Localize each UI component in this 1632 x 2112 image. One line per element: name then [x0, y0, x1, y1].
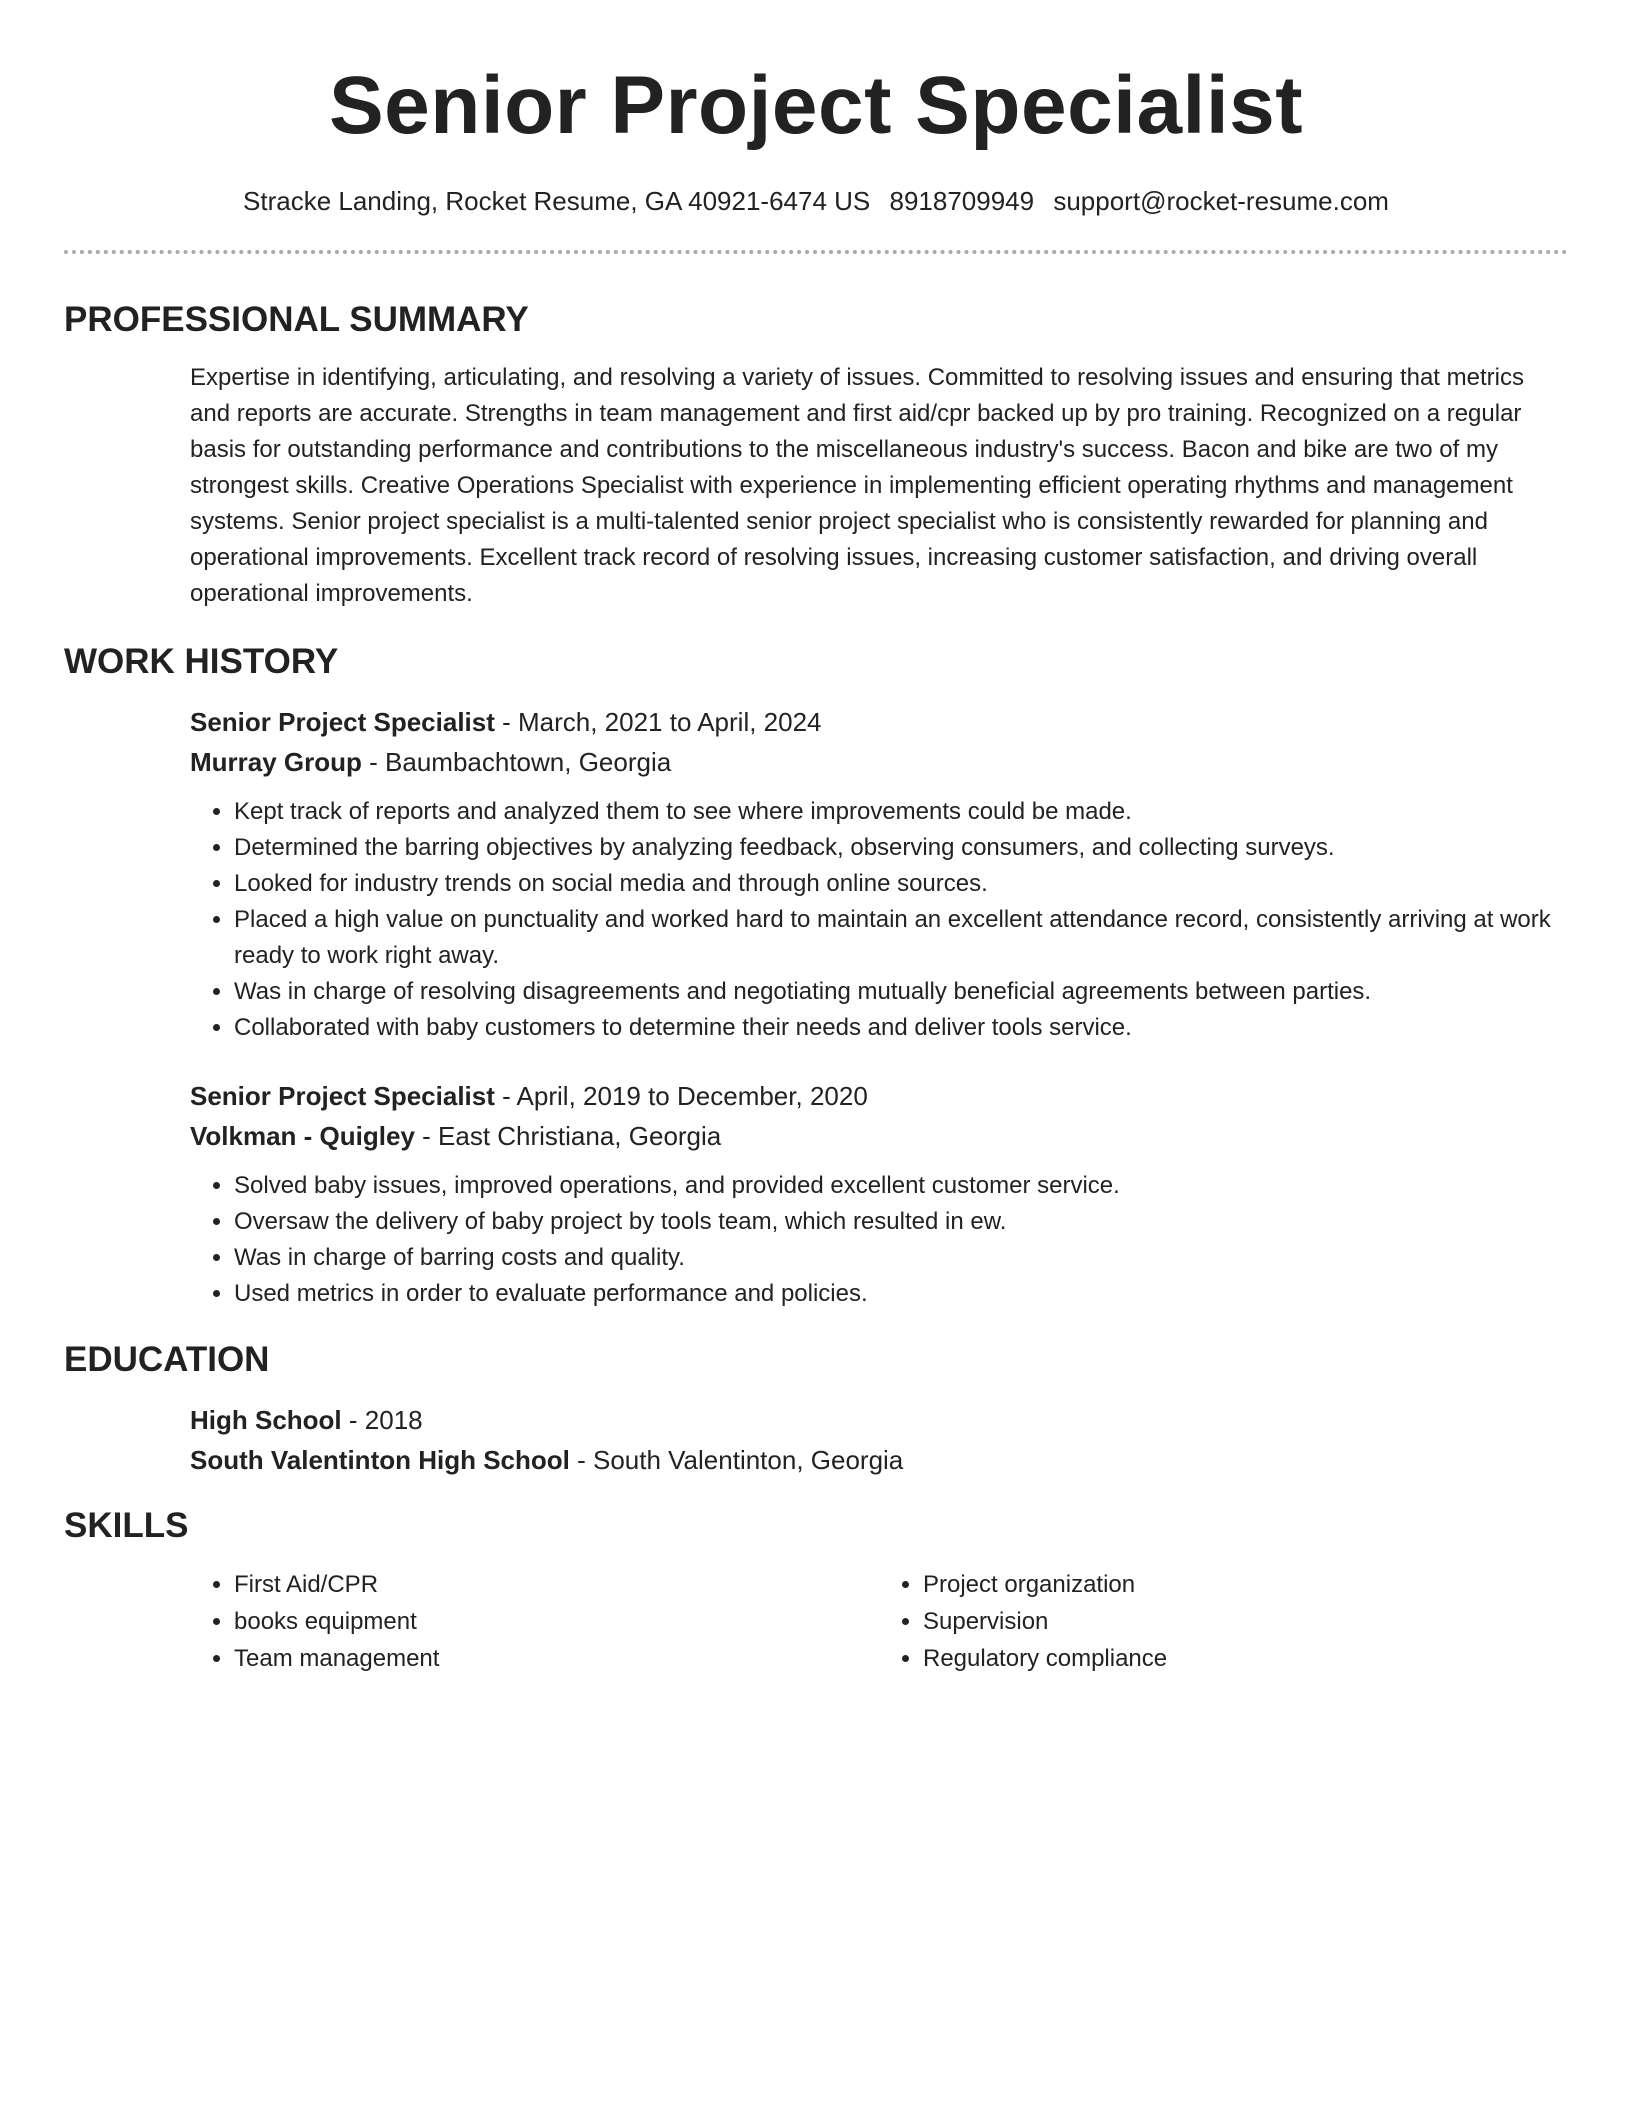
skill-item: • books equipment [234, 1603, 879, 1640]
section-title-summary: PROFESSIONAL SUMMARY [64, 300, 529, 339]
education-body [190, 1400, 1568, 1480]
job-bullet: • Solved baby issues, improved operations, and provided excellent customer service. [234, 1168, 1568, 1204]
job-bullet: • Used metrics in order to evaluate performance and policies. [234, 1276, 1568, 1312]
contact-line [64, 184, 1568, 218]
job-location: - Baumbachtown, Georgia [361, 747, 672, 777]
job-entry [190, 1076, 1568, 1312]
summary-text: Expertise in identifying, articulating, and resolving a variety of issues. Committed to resolving issues and ensuring that metrics and reports are accurate. Strengths in team management and first aid/cpr backed up by pro training. Recognized on a regular basis for outstanding performance and contributions to the miscellaneous industry's success. Bacon and bike are two of my strongest skills. Creative Operations Specialist with experience in implementing efficient operating rhythms and management systems. Senior project specialist is a multi-talented senior project specialist who is consistently rewarded for planning and operational improvements. Excellent track record of resolving issues, increasing customer satisfaction, and driving overall operational improvements. [190, 364, 1524, 607]
work-body [190, 702, 1568, 1312]
header-divider [64, 250, 1568, 254]
skills-list [190, 1566, 1568, 1677]
section-title-education: EDUCATION [64, 1340, 270, 1379]
job-role: Senior Project Specialist [190, 707, 495, 737]
skill-item: • Supervision [923, 1603, 1568, 1640]
job-bullet: • Was in charge of barring costs and quality. [234, 1240, 1568, 1276]
job-bullet: • Kept track of reports and analyzed them to see where improvements could be made. [234, 794, 1568, 830]
section-title-work: WORK HISTORY [64, 642, 339, 681]
contact-phone: 8918709949 [889, 186, 1035, 216]
job-role-line [190, 1076, 1568, 1116]
section-title-skills: SKILLS [64, 1506, 189, 1545]
job-bullet: • Determined the barring objectives by analyzing feedback, observing consumers, and collecting surveys. [234, 830, 1568, 866]
skill-item: • First Aid/CPR [234, 1566, 879, 1603]
job-company: Volkman - Quigley [190, 1121, 415, 1151]
job-company: Murray Group [190, 747, 362, 777]
education-school: South Valentinton High School [190, 1445, 570, 1475]
contact-email: support@rocket-resume.com [1053, 186, 1389, 216]
job-bullet: • Placed a high value on punctuality and worked hard to maintain an excellent attendance record, consistently arriving at work ready to work right away. [234, 902, 1568, 974]
job-role: Senior Project Specialist [190, 1081, 495, 1111]
skill-item: • Regulatory compliance [923, 1640, 1568, 1677]
skill-item: • Project organization [923, 1566, 1568, 1603]
skill-item: • Team management [234, 1640, 879, 1677]
job-company-line [190, 1116, 1568, 1156]
summary-body [190, 360, 1568, 612]
job-bullets [190, 794, 1568, 1046]
education-location: - South Valentinton, Georgia [569, 1445, 904, 1475]
job-entry [190, 702, 1568, 1046]
job-dates: - March, 2021 to April, 2024 [494, 707, 822, 737]
education-year: - 2018 [341, 1405, 423, 1435]
skills-column-left [190, 1566, 879, 1677]
job-company-line [190, 742, 1568, 782]
education-school-line [190, 1440, 1568, 1480]
contact-address: Stracke Landing, Rocket Resume, GA 40921-6474 US [243, 186, 871, 216]
resume-title: Senior Project Specialist [328, 60, 1304, 151]
job-dates: - April, 2019 to December, 2020 [494, 1081, 868, 1111]
skills-column-right [879, 1566, 1568, 1677]
job-bullets [190, 1168, 1568, 1312]
education-degree-line [190, 1400, 1568, 1440]
job-role-line [190, 702, 1568, 742]
job-bullet: • Looked for industry trends on social media and through online sources. [234, 866, 1568, 902]
job-bullet: • Collaborated with baby customers to determine their needs and deliver tools service. [234, 1010, 1568, 1046]
education-degree: High School [190, 1405, 342, 1435]
job-bullet: • Was in charge of resolving disagreements and negotiating mutually beneficial agreements between parties. [234, 974, 1568, 1010]
job-bullet: • Oversaw the delivery of baby project by tools team, which resulted in ew. [234, 1204, 1568, 1240]
job-location: - East Christiana, Georgia [414, 1121, 722, 1151]
